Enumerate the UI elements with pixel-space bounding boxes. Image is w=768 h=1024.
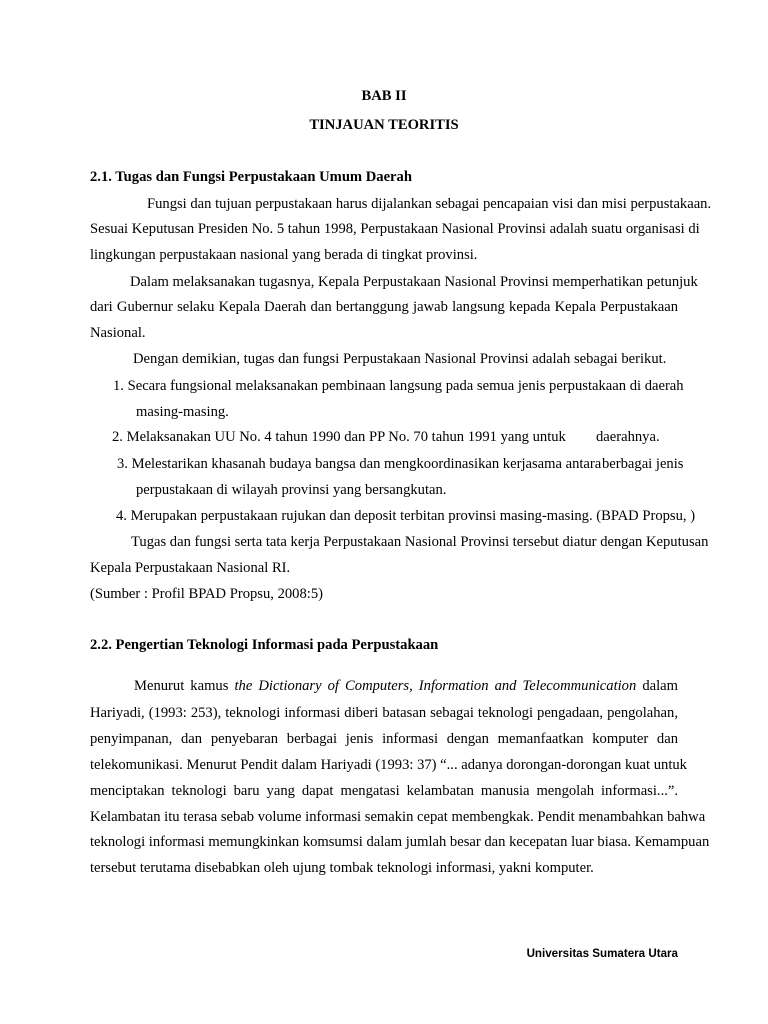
paragraph-line: lingkungan perpustakaan nasional yang berada di tingkat provinsi.	[90, 247, 478, 263]
source-citation: (Sumber : Profil BPAD Propsu, 2008:5)	[90, 586, 323, 602]
section-heading-2-1: 2.1. Tugas dan Fungsi Perpustakaan Umum Daerah	[90, 169, 412, 185]
paragraph-line: Kepala Perpustakaan Nasional RI.	[90, 560, 291, 576]
list-item: 1. Secara fungsional melaksanakan pembinaan langsung pada semua jenis perpustakaan di daerah	[113, 378, 684, 394]
paragraph-line: Tugas dan fungsi serta tata kerja Perpustakaan Nasional Provinsi tersebut diatur dengan Keputusan	[131, 534, 709, 550]
chapter-title: TINJAUAN TEORITIS	[309, 117, 459, 133]
book-title: the Dictionary of Computers, Information and Telecommunication	[234, 678, 637, 694]
list-item-tail: berbagai jenis	[602, 456, 684, 472]
paragraph-line	[134, 677, 678, 695]
paragraph-line: Dengan demikian, tugas dan fungsi Perpustakaan Nasional Provinsi adalah sebagai berikut.	[133, 351, 667, 367]
list-item-continuation: perpustakaan di wilayah provinsi yang bersangkutan.	[136, 482, 447, 498]
footer-university: Universitas Sumatera Utara	[526, 947, 678, 960]
paragraph-line: telekomunikasi. Menurut Pendit dalam Hariyadi (1993: 37) “... adanya dorongan-dorongan kuat untuk	[90, 757, 687, 773]
paragraph-line: dari Gubernur selaku Kepala Daerah dan bertanggung jawab langsung kepada Kepala Perpustakaan	[90, 299, 678, 315]
text-run: dalam	[642, 678, 679, 694]
paragraph-line: Fungsi dan tujuan perpustakaan harus dijalankan sebagai pencapaian visi dan misi perpustakaan.	[147, 196, 712, 212]
paragraph-line: tersebut terutama disebabkan oleh ujung tombak teknologi informasi, yakni komputer.	[90, 860, 594, 876]
paragraph-line: menciptakan teknologi baru yang dapat mengatasi kelambatan manusia mengolah informasi...”.	[90, 783, 678, 799]
paragraph-line: Nasional.	[90, 325, 146, 341]
paragraph-line: Hariyadi, (1993: 253), teknologi informasi diberi batasan sebagai teknologi pengadaan, pengolahan,	[90, 705, 678, 721]
list-item: 4. Merupakan perpustakaan rujukan dan deposit terbitan provinsi masing-masing. (BPAD Propsu, )	[116, 508, 696, 524]
document-page	[90, 0, 712, 1024]
paragraph-line: teknologi informasi memungkinkan komsumsi dalam jumlah besar dan kecepatan luar biasa. Kemampuan	[90, 834, 710, 850]
paragraph-line: Dalam melaksanakan tugasnya, Kepala Perpustakaan Nasional Provinsi memperhatikan petunjuk	[130, 274, 698, 290]
paragraph-line: Kelambatan itu terasa sebab volume informasi semakin cepat membengkak. Pendit menambahkan bahwa	[90, 809, 706, 825]
list-item: 3. Melestarikan khasanah budaya bangsa dan mengkoordinasikan kerjasama antara	[117, 456, 602, 472]
paragraph-line: Sesuai Keputusan Presiden No. 5 tahun 1998, Perpustakaan Nasional Provinsi adalah suatu organisasi di	[90, 221, 700, 237]
list-item-tail: daerahnya.	[596, 429, 660, 445]
chapter-number: BAB II	[361, 88, 407, 104]
paragraph-line: penyimpanan, dan penyebaran berbagai jenis informasi dengan memanfaatkan komputer dan	[90, 731, 678, 747]
list-item-continuation: masing-masing.	[136, 404, 229, 420]
text-run: Menurut kamus	[134, 678, 229, 694]
section-heading-2-2: 2.2. Pengertian Teknologi Informasi pada Perpustakaan	[90, 637, 439, 653]
list-item: 2. Melaksanakan UU No. 4 tahun 1990 dan PP No. 70 tahun 1991 yang untuk	[112, 429, 566, 445]
